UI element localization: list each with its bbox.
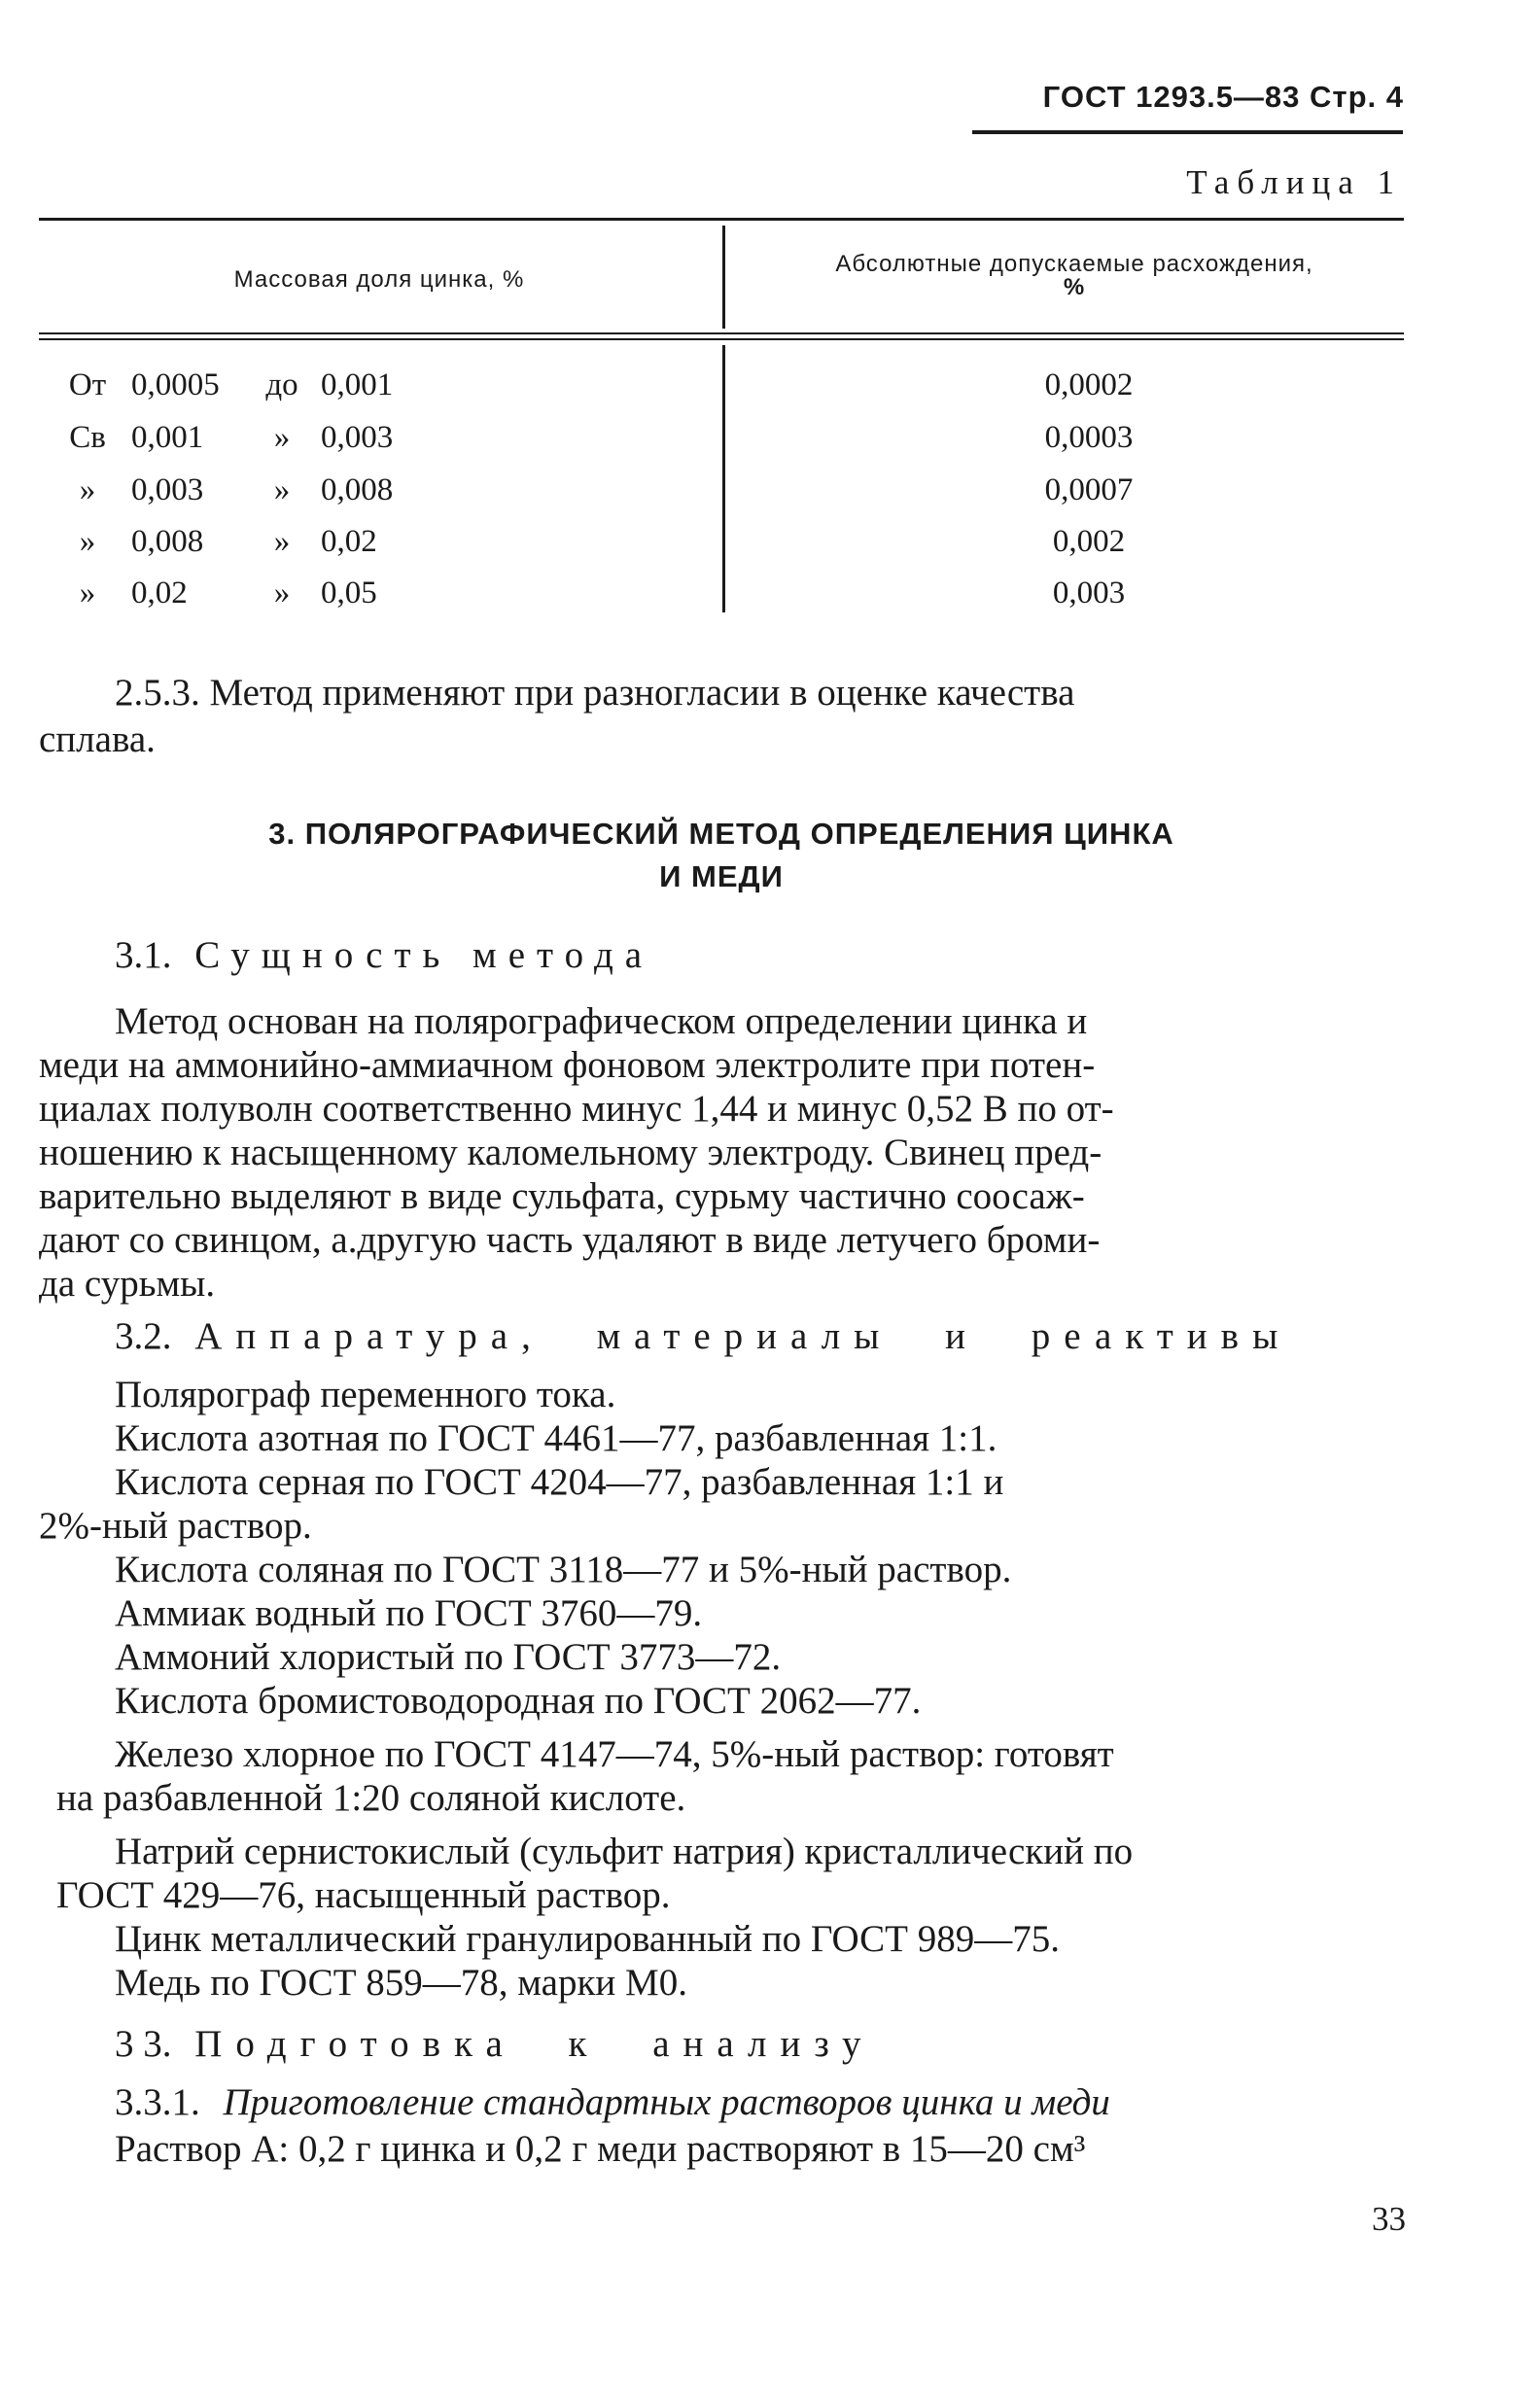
- page-number: 33: [1372, 2200, 1406, 2238]
- reagent-item: Кислота бромистоводородная по ГОСТ 2062—77.: [115, 1680, 922, 1722]
- table-col2-header-line2: %: [1063, 274, 1086, 300]
- reagent-item: Аммоний хлористый по ГОСТ 3773—72.: [115, 1636, 782, 1678]
- section-3-title: [39, 813, 1404, 898]
- row-from: 0,02: [131, 576, 188, 611]
- row-to: 0,001: [321, 367, 394, 402]
- page-header: ГОСТ 1293.5—83 Стр. 4: [1042, 80, 1404, 114]
- subsection-number: 3 3.: [115, 2023, 172, 2065]
- table-caption: Таблица 1: [1186, 163, 1402, 201]
- subsection-title: Приготовление стандартных растворов цинка и меди: [223, 2081, 1110, 2123]
- table-header-rule-2: [39, 338, 1404, 340]
- reagent-item-cont: 2%-ный раствор.: [39, 1505, 312, 1547]
- subsection-3-3-1-heading: [115, 2080, 1110, 2124]
- subsection-3-1-heading: [115, 933, 653, 977]
- subsection-title: Сущность метода: [194, 934, 654, 976]
- s31-line: Метод основан на полярографическом определении цинка и: [115, 1000, 1088, 1042]
- table-row-value: 0,0002: [1044, 367, 1134, 402]
- s31-line: дают со свинцом, а.другую часть удаляют в виде летучего броми-: [39, 1219, 1101, 1261]
- table-header-rule-1: [39, 332, 1404, 334]
- row-from: 0,003: [131, 472, 204, 507]
- row-prefix: »: [79, 472, 96, 507]
- s33-last-line: Раствор А: 0,2 г цинка и 0,2 г меди растворяют в 15—20 см³: [115, 2128, 1086, 2170]
- reagent-item: Кислота азотная по ГОСТ 4461—77, разбавленная 1:1.: [115, 1417, 998, 1459]
- table-col2-header-line1: Абсолютные допускаемые расхождения,: [835, 251, 1313, 277]
- subsection-number: 3.3.1.: [115, 2081, 200, 2123]
- header-underline: [972, 130, 1403, 134]
- table-top-rule: [39, 218, 1404, 221]
- table-row-value: 0,002: [1052, 524, 1126, 559]
- reagent-item: Полярограф переменного тока.: [115, 1374, 616, 1415]
- reagent-item-cont: на разбавленной 1:20 соляной кислоте.: [56, 1777, 686, 1819]
- row-mid: »: [273, 576, 291, 611]
- reagent-item: Медь по ГОСТ 859—78, марки М0.: [115, 1962, 687, 2004]
- row-prefix: »: [79, 576, 96, 611]
- row-prefix: »: [79, 524, 96, 559]
- row-mid: »: [273, 420, 291, 455]
- paragraph-2-5-3-line2: сплава.: [39, 718, 156, 760]
- subsection-3-3-heading: [115, 2022, 874, 2066]
- row-from: 0,001: [131, 420, 204, 455]
- row-mid: »: [273, 472, 291, 507]
- reagent-item: Натрий сернистокислый (сульфит натрия) кристаллический по: [115, 1831, 1134, 1872]
- table-col2-header: [739, 251, 1410, 301]
- subsection-number: 3.1.: [115, 934, 172, 976]
- row-to: 0,05: [321, 576, 377, 611]
- row-from: 0,008: [131, 524, 204, 559]
- reagent-item: Кислота соляная по ГОСТ 3118—77 и 5%-ный раствор.: [115, 1549, 1012, 1590]
- table-row-value: 0,0003: [1044, 420, 1134, 455]
- reagent-item-cont: ГОСТ 429—76, насыщенный раствор.: [56, 1874, 671, 1916]
- subsection-title: Аппаратура, материалы и реактивы: [194, 1315, 1292, 1357]
- reagent-item: Цинк металлический гранулированный по ГОСТ 989—75.: [115, 1918, 1060, 1960]
- section-3-title-line1: 3. ПОЛЯРОГРАФИЧЕСКИЙ МЕТОД ОПРЕДЕЛЕНИЯ ЦИНКА: [268, 817, 1174, 851]
- s31-line: ношению к насыщенному каломельному электроду. Свинец пред-: [39, 1132, 1102, 1173]
- subsection-number: 3.2.: [115, 1315, 172, 1357]
- s31-line: циалах полуволн соответственно минус 1,44 и минус 0,52 В по от-: [39, 1088, 1114, 1130]
- s31-line: да сурьмы.: [39, 1263, 216, 1305]
- row-prefix: Св: [69, 420, 106, 455]
- paragraph-2-5-3-line1: 2.5.3. Метод применяют при разногласии в оценке качества: [115, 672, 1075, 714]
- row-mid: до: [265, 367, 298, 402]
- table-column-divider-header: [722, 226, 725, 329]
- table-row-value: 0,0007: [1044, 472, 1134, 507]
- table-column-divider-body: [722, 345, 725, 612]
- row-to: 0,02: [321, 524, 377, 559]
- row-to: 0,003: [321, 420, 394, 455]
- subsection-title: Подготовка к анализу: [194, 2023, 875, 2065]
- table-row-value: 0,003: [1052, 576, 1126, 611]
- subsection-3-2-heading: [115, 1314, 1291, 1358]
- row-to: 0,008: [321, 472, 394, 507]
- reagent-item: Кислота серная по ГОСТ 4204—77, разбавленная 1:1 и: [115, 1461, 1004, 1503]
- table-col1-header: Массовая доля цинка, %: [233, 266, 525, 293]
- row-from: 0,0005: [131, 367, 220, 402]
- reagent-item: Железо хлорное по ГОСТ 4147—74, 5%-ный раствор: готовят: [115, 1733, 1114, 1775]
- s31-line: меди на аммонийно-аммиачном фоновом электролите при потен-: [39, 1044, 1096, 1086]
- section-3-title-line2: И МЕДИ: [659, 859, 784, 893]
- row-prefix: От: [68, 367, 107, 402]
- row-mid: »: [273, 524, 291, 559]
- reagent-item: Аммиак водный по ГОСТ 3760—79.: [115, 1592, 703, 1634]
- s31-line: варительно выделяют в виде сульфата, сурьму частично соосаж-: [39, 1175, 1085, 1217]
